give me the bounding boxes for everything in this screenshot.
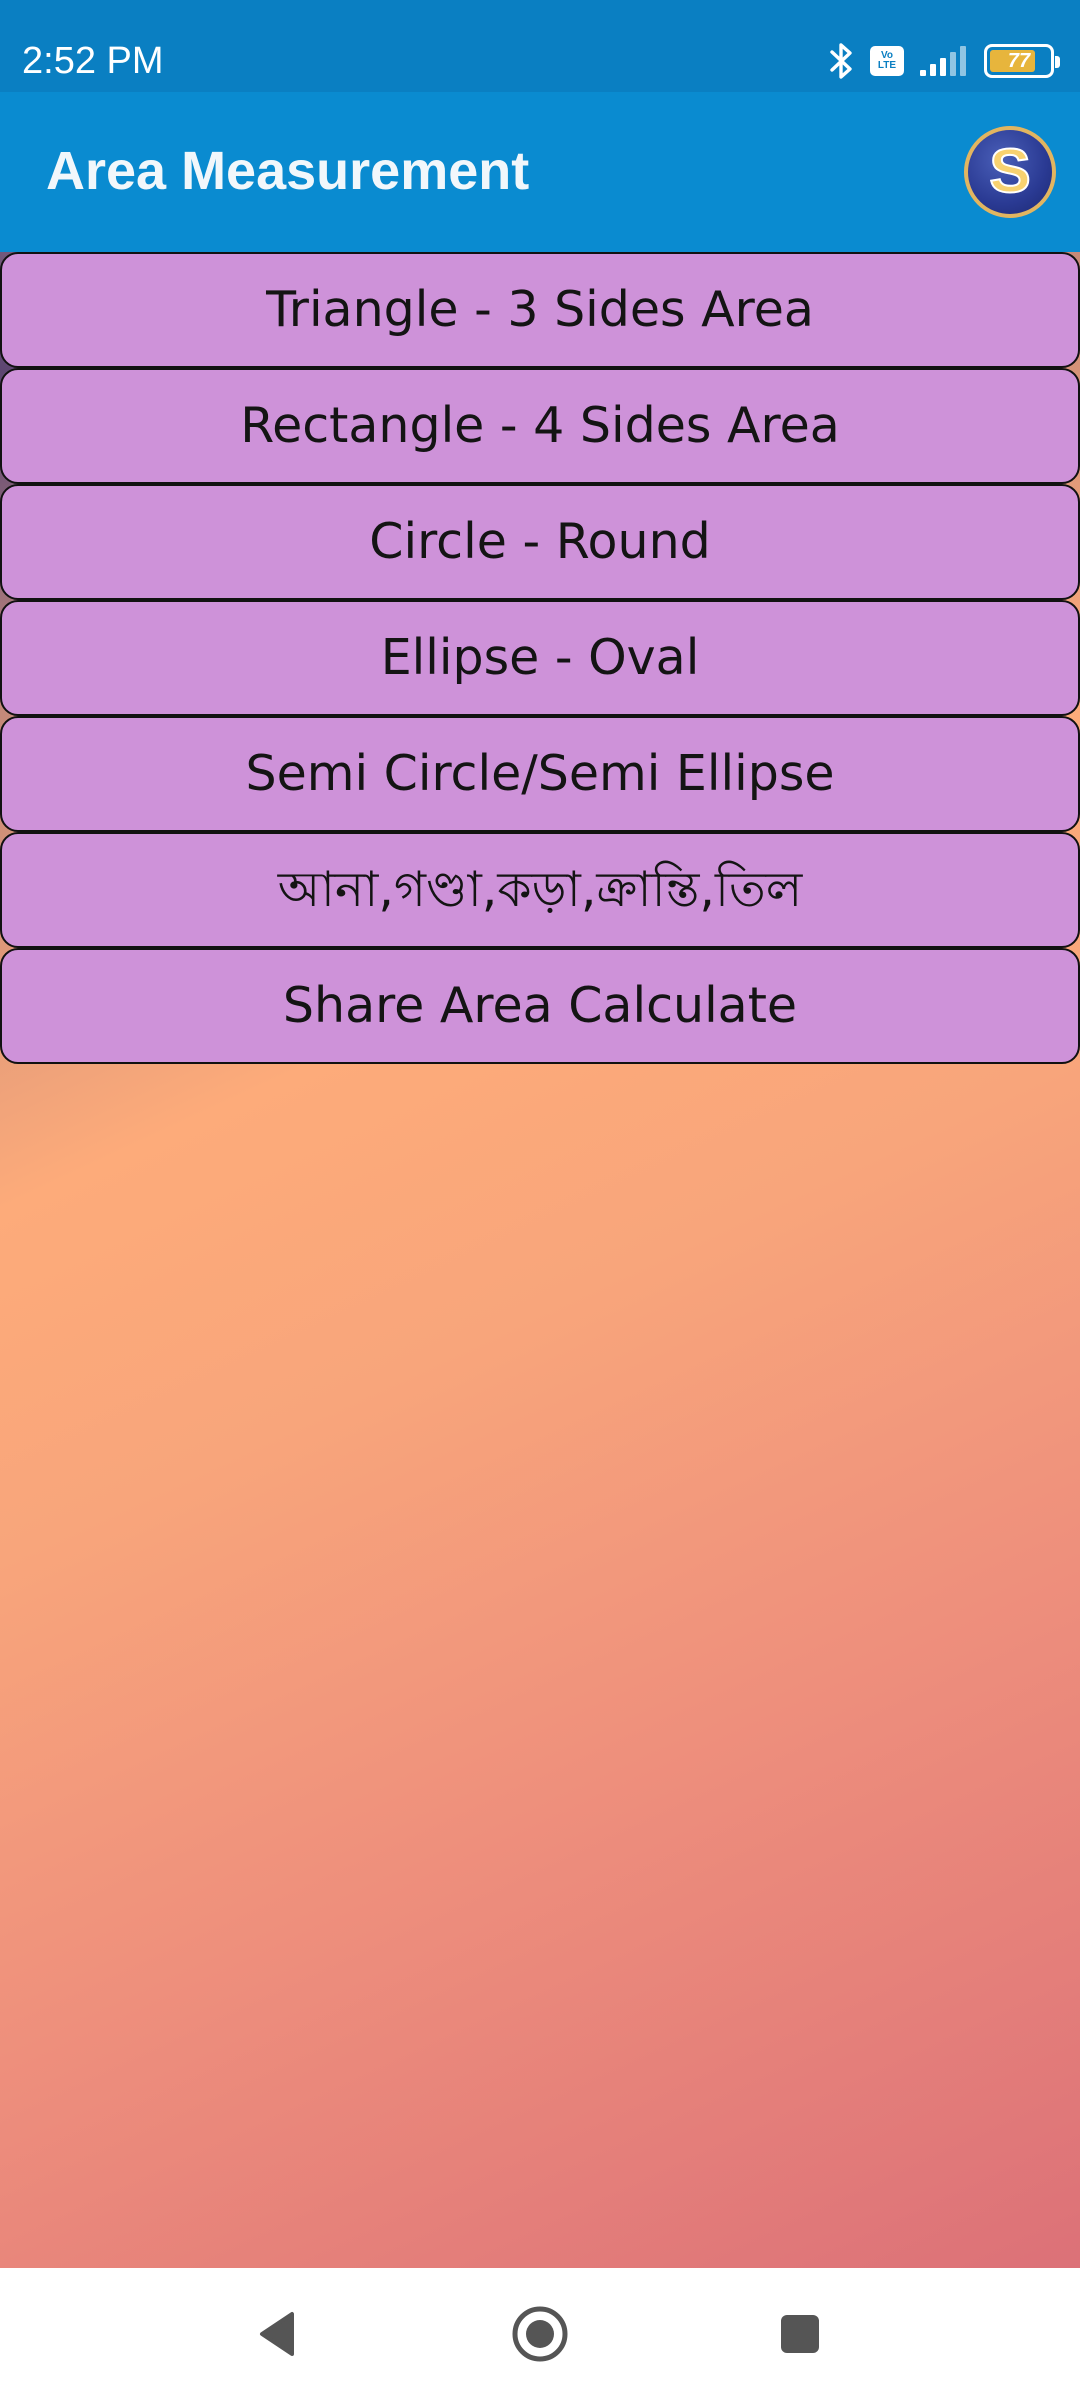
- rectangle-area-button[interactable]: Rectangle - 4 Sides Area: [0, 368, 1080, 484]
- recents-icon: [778, 2312, 822, 2356]
- status-icons: [826, 36, 1054, 86]
- status-time: 2:52 PM: [22, 40, 164, 82]
- menu-list: [0, 252, 1080, 1064]
- navigation-bar: [0, 2268, 1080, 2400]
- triangle-area-button[interactable]: Triangle - 3 Sides Area: [0, 252, 1080, 368]
- semi-circle-ellipse-button[interactable]: Semi Circle/Semi Ellipse: [0, 716, 1080, 832]
- bluetooth-icon: [826, 41, 856, 81]
- battery-level: 77: [1007, 49, 1031, 72]
- content-area: [0, 252, 1080, 2268]
- app-bar: [0, 92, 1080, 252]
- status-bar: [0, 0, 1080, 92]
- recents-button[interactable]: [760, 2294, 840, 2374]
- app-logo-button[interactable]: [964, 126, 1056, 218]
- app-logo-letter: S: [989, 137, 1031, 206]
- volte-icon: [870, 46, 904, 76]
- bengali-units-button[interactable]: আনা,গণ্ডা,কড়া,ক্রান্তি,তিল: [0, 832, 1080, 948]
- home-button[interactable]: [500, 2294, 580, 2374]
- ellipse-area-button[interactable]: Ellipse - Oval: [0, 600, 1080, 716]
- share-area-calculate-button[interactable]: Share Area Calculate: [0, 948, 1080, 1064]
- battery-icon: [984, 44, 1054, 78]
- back-icon: [256, 2310, 300, 2358]
- volte-top-text: Vo: [880, 50, 894, 61]
- back-button[interactable]: [238, 2294, 318, 2374]
- signal-icon: [918, 44, 970, 78]
- circle-area-button[interactable]: Circle - Round: [0, 484, 1080, 600]
- app-title: Area Measurement: [46, 141, 530, 201]
- home-icon: [508, 2302, 572, 2366]
- volte-bottom-text: LTE: [877, 60, 897, 71]
- battery-tip: [1055, 56, 1060, 68]
